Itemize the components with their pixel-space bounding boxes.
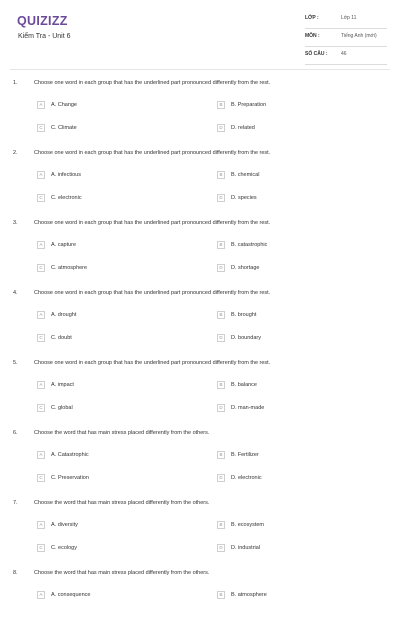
option-letter-box[interactable]: B: [217, 171, 225, 179]
question-item: [0, 360, 400, 430]
option-letter-box[interactable]: D: [217, 474, 225, 482]
question-number: 5.: [13, 360, 18, 366]
answer-option[interactable]: [37, 380, 74, 389]
question-text: Choose the word that has main stress placed differently from the others.: [34, 570, 210, 576]
option-text: B. catastrophic: [231, 241, 268, 248]
option-text: B. balance: [231, 381, 257, 388]
answer-option[interactable]: [217, 520, 264, 529]
option-text: A. impact: [51, 381, 74, 388]
question-list: [0, 80, 400, 640]
answer-option[interactable]: [37, 240, 76, 249]
answer-option[interactable]: [217, 263, 259, 272]
answer-option[interactable]: [37, 263, 87, 272]
option-letter-box[interactable]: B: [217, 381, 225, 389]
option-letter-box[interactable]: A: [37, 241, 45, 249]
option-text: C. global: [51, 404, 73, 411]
meta-subject: [305, 33, 387, 47]
option-letter-box[interactable]: B: [217, 521, 225, 529]
option-text: C. electronic: [51, 194, 82, 201]
header-divider: [10, 69, 390, 70]
answer-option[interactable]: [217, 123, 255, 132]
option-letter-box[interactable]: C: [37, 544, 45, 552]
option-letter-box[interactable]: C: [37, 194, 45, 202]
option-text: B. atmosphere: [231, 591, 267, 598]
meta-class: [305, 15, 387, 29]
quiz-title: Kiểm Tra - Unit 6: [18, 33, 71, 40]
option-letter-box[interactable]: B: [217, 591, 225, 599]
answer-option[interactable]: [37, 543, 77, 552]
option-letter-box[interactable]: A: [37, 521, 45, 529]
quizizz-logo: QUIZIZZ: [17, 14, 68, 28]
answer-option[interactable]: [217, 590, 267, 599]
answer-option[interactable]: [217, 380, 257, 389]
answer-option[interactable]: [37, 193, 82, 202]
question-text: Choose one word in each group that has the underlined part pronounced differently from the rest.: [34, 150, 271, 156]
answer-option[interactable]: [217, 473, 262, 482]
option-text: D. man-made: [231, 404, 265, 411]
question-number: 3.: [13, 220, 18, 226]
option-letter-box[interactable]: D: [217, 404, 225, 412]
answer-option[interactable]: [37, 473, 89, 482]
question-item: [0, 570, 400, 640]
option-letter-box[interactable]: D: [217, 264, 225, 272]
question-number: 7.: [13, 500, 18, 506]
option-letter-box[interactable]: B: [217, 311, 225, 319]
option-letter-box[interactable]: C: [37, 334, 45, 342]
option-letter-box[interactable]: A: [37, 171, 45, 179]
question-text: Choose one word in each group that has the underlined part pronounced differently from the rest.: [34, 360, 271, 366]
answer-option[interactable]: [37, 310, 76, 319]
meta-subject-value: Tiếng Anh (mới): [341, 33, 377, 39]
meta-count-label: SỐ CÂU :: [305, 51, 328, 57]
answer-option[interactable]: [37, 123, 77, 132]
option-text: D. industrial: [231, 544, 261, 551]
option-letter-box[interactable]: C: [37, 264, 45, 272]
option-text: C. doubt: [51, 334, 72, 341]
option-text: C. atmosphere: [51, 264, 88, 271]
answer-option[interactable]: [217, 333, 261, 342]
answer-option[interactable]: [217, 543, 260, 552]
meta-count-value: 46: [341, 51, 347, 57]
question-number: 2.: [13, 150, 18, 156]
option-text: A. diversity: [51, 521, 78, 528]
option-text: A. consequence: [51, 591, 91, 598]
option-text: B. Preparation: [231, 101, 267, 108]
answer-option[interactable]: [37, 590, 90, 599]
answer-option[interactable]: [37, 520, 78, 529]
question-text: Choose the word that has main stress placed differently from the others.: [34, 500, 210, 506]
question-text: Choose the word that has main stress placed differently from the others.: [34, 430, 210, 436]
answer-option[interactable]: [37, 403, 73, 412]
question-item: [0, 430, 400, 500]
option-letter-box[interactable]: B: [217, 451, 225, 459]
option-text: C. Climate: [51, 124, 77, 131]
option-letter-box[interactable]: A: [37, 591, 45, 599]
question-item: [0, 500, 400, 570]
option-text: D. related: [231, 124, 255, 131]
option-text: B. ecosystem: [231, 521, 265, 528]
answer-option[interactable]: [217, 403, 264, 412]
answer-option[interactable]: [37, 450, 89, 459]
question-item: [0, 220, 400, 290]
answer-option[interactable]: [217, 170, 259, 179]
option-text: C. Preservation: [51, 474, 89, 481]
answer-option[interactable]: [217, 240, 267, 249]
option-text: A. drought: [51, 311, 77, 318]
option-text: D. species: [231, 194, 257, 201]
question-number: 1.: [13, 80, 18, 86]
question-number: 6.: [13, 430, 18, 436]
meta-subject-label: MÔN :: [305, 33, 320, 39]
question-item: [0, 290, 400, 360]
question-item: [0, 80, 400, 150]
option-text: D. electronic: [231, 474, 262, 481]
option-text: A. Change: [51, 101, 77, 108]
quiz-header: [0, 0, 400, 72]
option-letter-box[interactable]: C: [37, 124, 45, 132]
meta-question-count: [305, 51, 387, 65]
option-text: B. chemical: [231, 171, 260, 178]
option-letter-box[interactable]: B: [217, 241, 225, 249]
question-number: 8.: [13, 570, 18, 576]
option-text: C. ecology: [51, 544, 77, 551]
option-text: B. brought: [231, 311, 257, 318]
option-text: D. boundary: [231, 334, 261, 341]
question-text: Choose one word in each group that has the underlined part pronounced differently from the rest.: [34, 290, 271, 296]
option-text: D. shortage: [231, 264, 260, 271]
option-letter-box[interactable]: D: [217, 124, 225, 132]
option-letter-box[interactable]: C: [37, 474, 45, 482]
option-text: A. infectious: [51, 171, 81, 178]
answer-option[interactable]: [37, 333, 72, 342]
option-text: A. Catastrophic: [51, 451, 89, 458]
answer-option[interactable]: [217, 100, 266, 109]
question-text: Choose one word in each group that has the underlined part pronounced differently from the rest.: [34, 220, 271, 226]
question-text: Choose one word in each group that has the underlined part pronounced differently from the rest.: [34, 80, 271, 86]
option-letter-box[interactable]: C: [37, 404, 45, 412]
option-text: B. Fertilizer: [231, 451, 259, 458]
question-number: 4.: [13, 290, 18, 296]
quiz-meta: [305, 15, 387, 69]
question-item: [0, 150, 400, 220]
option-text: A. capture: [51, 241, 77, 248]
option-letter-box[interactable]: D: [217, 334, 225, 342]
option-letter-box[interactable]: A: [37, 101, 45, 109]
meta-class-label: LỚP :: [305, 15, 319, 21]
answer-option[interactable]: [217, 193, 257, 202]
answer-option[interactable]: [217, 310, 256, 319]
meta-class-value: Lớp 11: [341, 15, 357, 21]
option-letter-box[interactable]: A: [37, 381, 45, 389]
answer-option[interactable]: [37, 100, 77, 109]
option-letter-box[interactable]: D: [217, 544, 225, 552]
option-letter-box[interactable]: B: [217, 101, 225, 109]
option-letter-box[interactable]: D: [217, 194, 225, 202]
answer-option[interactable]: [217, 450, 259, 459]
answer-option[interactable]: [37, 170, 81, 179]
option-letter-box[interactable]: A: [37, 311, 45, 319]
option-letter-box[interactable]: A: [37, 451, 45, 459]
